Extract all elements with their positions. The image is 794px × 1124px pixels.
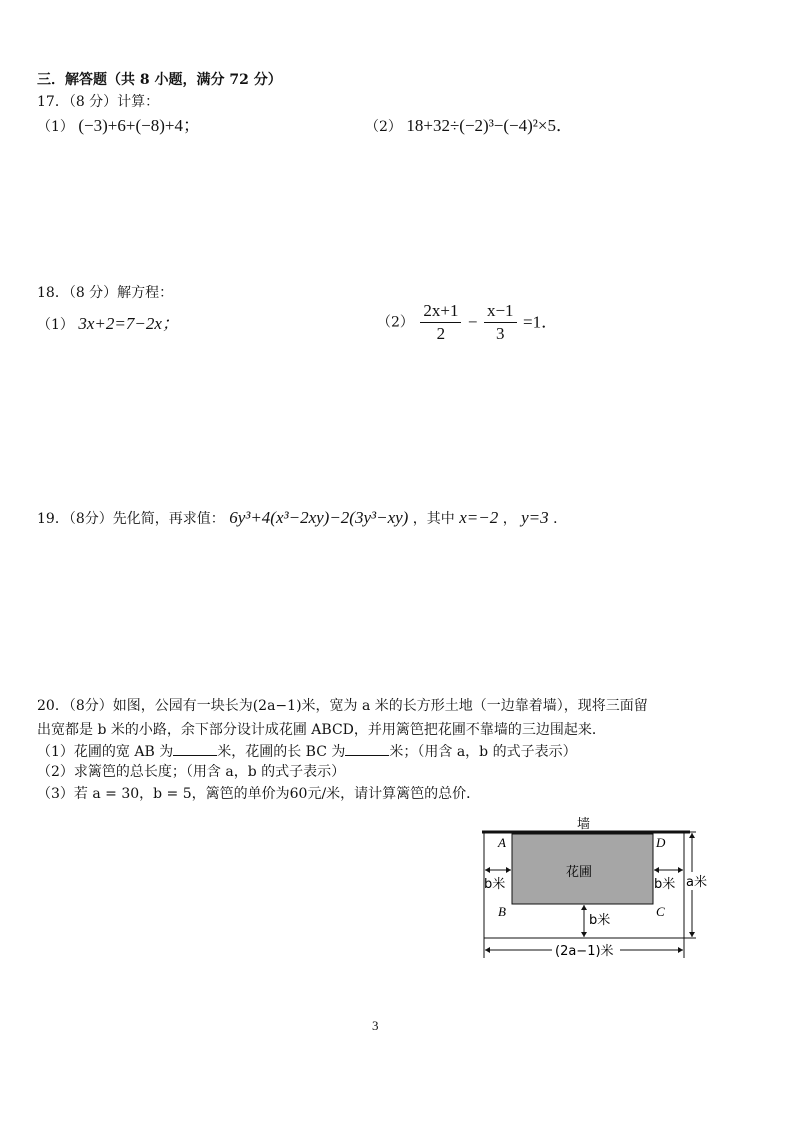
q19-end: ． bbox=[553, 511, 568, 527]
corner-d: D bbox=[656, 835, 666, 850]
q17-part2-label: （2） bbox=[365, 119, 402, 135]
q20-sub1 bbox=[37, 741, 577, 762]
left-path-label: b米 bbox=[484, 877, 506, 892]
corner-a: A bbox=[498, 835, 506, 850]
q17-part1 bbox=[37, 116, 200, 137]
width-arrowhead-right bbox=[678, 947, 683, 953]
bottom-path-arrowhead-down bbox=[581, 932, 587, 937]
section-title: 三．解答题（共 8 小题，满分 72 分） bbox=[37, 72, 282, 88]
answer-blank-bc[interactable] bbox=[345, 741, 389, 756]
q18-fraction-2 bbox=[484, 300, 517, 345]
right-path-arrowhead-left bbox=[654, 867, 659, 873]
height-arrowhead-down bbox=[689, 932, 695, 937]
q20-sub1-part-c: 米；（用含 a，b 的式子表示） bbox=[389, 744, 577, 760]
page-number: 3 bbox=[372, 1018, 379, 1033]
left-path-arrowhead-right bbox=[506, 867, 511, 873]
q19-suffix: ，其中 bbox=[412, 511, 455, 527]
garden-label: 花圃 bbox=[566, 865, 593, 880]
height-label: a米 bbox=[686, 875, 707, 890]
q17-part2 bbox=[365, 116, 573, 137]
width-arrowhead-left bbox=[485, 947, 490, 953]
bottom-path-arrowhead-up bbox=[581, 905, 587, 910]
q19-separator: ， bbox=[502, 511, 517, 527]
right-path-label: b米 bbox=[654, 877, 676, 892]
q18-rhs: =1． bbox=[523, 312, 559, 332]
q18-minus: − bbox=[467, 312, 478, 332]
q20-sub3: （3）若 a = 30，b = 5，篱笆的单价为60元/米，请计算篱笆的总价． bbox=[37, 786, 481, 802]
garden-figure bbox=[478, 810, 718, 965]
corner-b: B bbox=[498, 904, 506, 919]
q17-header: 17．（8 分）计算： bbox=[37, 94, 160, 110]
q18-fraction-2-denominator: 3 bbox=[496, 324, 505, 343]
bottom-path-label: b米 bbox=[589, 913, 611, 928]
width-label: (2a−1)米 bbox=[555, 944, 614, 959]
q18-part2-label: （2） bbox=[377, 314, 414, 331]
right-path-arrowhead-right bbox=[678, 867, 683, 873]
q18-part1-expr: 3x+2=7−2x； bbox=[78, 314, 179, 333]
q20-sub1-part-a: （1）花圃的宽 AB 为 bbox=[37, 744, 174, 760]
q18-fraction-1-numerator: 2x+1 bbox=[420, 300, 461, 323]
q18-part1-label: （1） bbox=[37, 317, 74, 333]
q18-fraction-1-denominator: 2 bbox=[436, 324, 446, 343]
q18-fraction-1 bbox=[420, 300, 461, 345]
answer-blank-ab[interactable] bbox=[173, 741, 217, 756]
q20-sub1-part-b: 米，花圃的长 BC 为 bbox=[217, 744, 346, 760]
wall-label: 墙 bbox=[577, 817, 591, 832]
q19-condition-y: y=3 bbox=[521, 508, 549, 527]
q20-line2: 出宽都是 b 米的小路，余下部分设计成花圃 ABCD，并用篱笆把花圃不靠墙的三边围起来． bbox=[37, 722, 606, 738]
q19 bbox=[37, 508, 567, 529]
q18-fraction-2-numerator: x−1 bbox=[484, 300, 517, 323]
q18-part1 bbox=[37, 314, 179, 335]
q19-condition-x: x=−2 bbox=[459, 508, 499, 527]
corner-c: C bbox=[656, 904, 665, 919]
q20-sub2: （2）求篱笆的总长度；（用含 a，b 的式子表示） bbox=[37, 764, 346, 780]
q19-prefix: 19．（8分）先化简，再求值： bbox=[37, 511, 225, 527]
q17-part2-expr: 18+32÷(−2)³−(−4)²×5． bbox=[406, 116, 573, 135]
q20-line1: 20．（8分）如图，公园有一块长为(2a−1)米，宽为 a 米的长方形土地（一边靠着墙），现将三面留 bbox=[37, 698, 648, 714]
q18-header: 18．（8 分）解方程： bbox=[37, 285, 174, 301]
left-path-arrowhead-left bbox=[485, 867, 490, 873]
q17-part1-label: （1） bbox=[37, 119, 74, 135]
q18-part2 bbox=[377, 300, 558, 345]
height-arrowhead-up bbox=[689, 833, 695, 838]
q19-expression: 6y³+4(x³−2xy)−2(3y³−xy) bbox=[229, 508, 409, 527]
q17-part1-expr: (−3)+6+(−8)+4； bbox=[78, 116, 200, 135]
